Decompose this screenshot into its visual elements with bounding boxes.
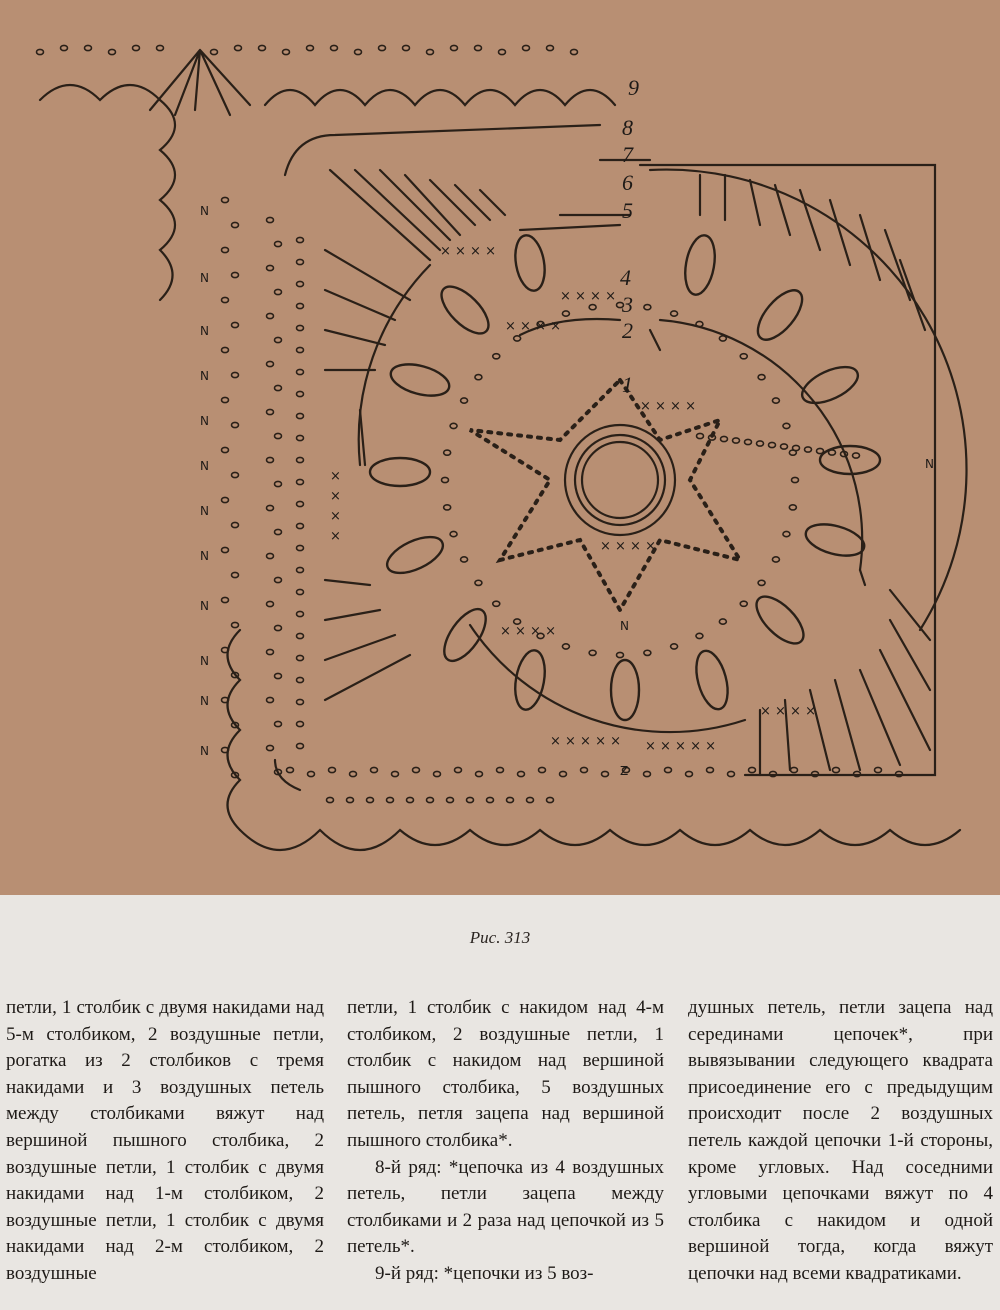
chain-dot bbox=[109, 49, 116, 54]
chain-dot bbox=[461, 557, 468, 562]
chain-dot bbox=[275, 289, 282, 294]
svg-text:N: N bbox=[200, 414, 209, 428]
svg-text:N: N bbox=[200, 204, 209, 218]
chain-dot bbox=[297, 457, 304, 462]
chain-dot bbox=[772, 398, 779, 403]
row8-frame bbox=[275, 125, 600, 790]
chain-dot bbox=[275, 529, 282, 534]
chain-dot bbox=[232, 422, 239, 427]
scallop-edge-bottom bbox=[240, 830, 960, 850]
row-number-2: 2 bbox=[622, 318, 633, 343]
chain-dot bbox=[450, 423, 457, 428]
chain-dot bbox=[297, 391, 304, 396]
chain-dot bbox=[602, 771, 609, 776]
chain-dot bbox=[644, 650, 651, 655]
row-number-8: 8 bbox=[622, 115, 633, 140]
chain-dot bbox=[455, 767, 462, 772]
row-number-1: 1 bbox=[622, 372, 633, 397]
chain-dot bbox=[493, 354, 500, 359]
chain-dot bbox=[499, 49, 506, 54]
svg-text:× × × ×: × × × × bbox=[560, 289, 616, 304]
chain-dot bbox=[275, 385, 282, 390]
chain-dot bbox=[719, 336, 726, 341]
chain-dot bbox=[696, 321, 703, 326]
chain-dot bbox=[297, 325, 304, 330]
chain-dot bbox=[259, 45, 266, 50]
row-number-3: 3 bbox=[622, 292, 633, 317]
chain-dot bbox=[232, 472, 239, 477]
chain-dot bbox=[232, 622, 239, 627]
arc-bottom bbox=[470, 625, 745, 732]
svg-text:N: N bbox=[200, 504, 209, 518]
figure-caption: Рис. 313 bbox=[469, 928, 531, 947]
chain-dot bbox=[222, 397, 229, 402]
chain-dot bbox=[267, 361, 274, 366]
chain-dot bbox=[232, 522, 239, 527]
chain-dot bbox=[728, 771, 735, 776]
chain-dot bbox=[671, 644, 678, 649]
chain-dot bbox=[745, 439, 752, 444]
svg-text:×: × bbox=[330, 469, 341, 484]
chain-dot bbox=[493, 601, 500, 606]
chain-dot bbox=[791, 767, 798, 772]
chain-dot bbox=[387, 797, 394, 802]
chain-dot bbox=[783, 531, 790, 536]
chain-dot bbox=[444, 450, 451, 455]
chain-dot bbox=[275, 337, 282, 342]
chain-dot bbox=[275, 577, 282, 582]
chain-dot bbox=[37, 49, 44, 54]
chain-dot bbox=[297, 655, 304, 660]
chain-dot bbox=[297, 237, 304, 242]
chain-dot bbox=[211, 49, 218, 54]
fan-lines-bottom-right bbox=[760, 590, 930, 775]
chain-dot bbox=[275, 625, 282, 630]
chain-dot bbox=[476, 771, 483, 776]
chain-dot bbox=[671, 311, 678, 316]
chain-dot bbox=[222, 547, 229, 552]
chain-dot bbox=[805, 447, 812, 452]
chain-dot bbox=[275, 481, 282, 486]
chain-dot bbox=[523, 45, 530, 50]
chain-dot bbox=[350, 771, 357, 776]
paragraph: петли, 1 столбик с накидом над 4-м столбиком, 2 воздушные петли, 1 столбик с накидом над вершиной пышного столбика, 5 воздушных петель, петля зацепа над вершиной пышного столбика*. bbox=[347, 997, 664, 1151]
row-number-6: 6 bbox=[622, 170, 633, 195]
text-column-3 bbox=[688, 995, 993, 1288]
chain-dot bbox=[267, 457, 274, 462]
svg-text:N: N bbox=[200, 271, 209, 285]
svg-text:× × × ×: × × × × bbox=[440, 244, 496, 259]
chain-dot bbox=[644, 305, 651, 310]
chain-dot bbox=[232, 372, 239, 377]
chain-dot bbox=[696, 633, 703, 638]
chain-dot bbox=[347, 797, 354, 802]
chain-dot bbox=[487, 797, 494, 802]
text-column-1 bbox=[6, 995, 324, 1288]
paragraph-row8: 8-й ряд: *цепочка из 4 воздушных петель, петли зацепа между столбиками и 2 раза над цепочкой из 5 петель*. bbox=[347, 1156, 664, 1258]
chain-dot bbox=[450, 531, 457, 536]
chain-dot bbox=[833, 767, 840, 772]
row-number-9: 9 bbox=[628, 75, 639, 100]
svg-text:×: × bbox=[330, 489, 341, 504]
chain-dot bbox=[133, 45, 140, 50]
chain-dot bbox=[539, 767, 546, 772]
chain-dot bbox=[297, 259, 304, 264]
chain-dot bbox=[758, 375, 765, 380]
chain-dot bbox=[461, 398, 468, 403]
svg-text:×: × bbox=[330, 529, 341, 544]
svg-text:× × × ×: × × × × bbox=[505, 319, 561, 334]
chain-dot bbox=[297, 479, 304, 484]
chain-dot bbox=[758, 580, 765, 585]
svg-text:N: N bbox=[200, 599, 209, 613]
paragraph: петли, 1 столбик с двумя накидами над 5-м столбиком, 2 воздушные петли, рогатка из 2 столбиков с тремя накидами и 3 воздушных петель между столбиками вяжут над вершиной пышного столбика, 2 воздушные петли, 1 столбик с двумя накидами над 1-м столбиком, 2 воздушные петли, 1 столбик с двумя накидами над 2-м столбиком, 2 воздушные bbox=[6, 997, 324, 1284]
chain-dot bbox=[707, 767, 714, 772]
chain-dot bbox=[475, 45, 482, 50]
chain-dot bbox=[371, 767, 378, 772]
chain-dot bbox=[733, 438, 740, 443]
chain-dot bbox=[267, 313, 274, 318]
chain-dot bbox=[267, 553, 274, 558]
svg-text:N: N bbox=[200, 654, 209, 668]
chain-dot bbox=[817, 448, 824, 453]
chain-dot bbox=[267, 745, 274, 750]
chain-dot bbox=[413, 767, 420, 772]
chain-dot bbox=[297, 303, 304, 308]
chain-dot bbox=[222, 347, 229, 352]
chain-dot bbox=[507, 797, 514, 802]
svg-text:×: × bbox=[330, 509, 341, 524]
chain-dot bbox=[232, 322, 239, 327]
chain-dot bbox=[560, 771, 567, 776]
chain-dot bbox=[769, 442, 776, 447]
chain-dot bbox=[589, 650, 596, 655]
chain-dot bbox=[475, 375, 482, 380]
chain-dot bbox=[772, 557, 779, 562]
chain-dot bbox=[665, 767, 672, 772]
chain-dot bbox=[562, 311, 569, 316]
chain-dot bbox=[222, 197, 229, 202]
chain-dot bbox=[789, 505, 796, 510]
chain-dot bbox=[297, 523, 304, 528]
chain-dot bbox=[547, 797, 554, 802]
chain-dot bbox=[644, 771, 651, 776]
chain-dot bbox=[783, 423, 790, 428]
chain-dot bbox=[297, 369, 304, 374]
chain-dot bbox=[85, 45, 92, 50]
chain-dot bbox=[793, 445, 800, 450]
chain-dot bbox=[275, 241, 282, 246]
chain-dot bbox=[740, 601, 747, 606]
scallop-edge-top bbox=[40, 85, 615, 105]
chain-dot bbox=[157, 45, 164, 50]
chain-dot bbox=[297, 281, 304, 286]
chain-dot bbox=[232, 222, 239, 227]
chain-dot bbox=[297, 501, 304, 506]
chain-dot bbox=[297, 721, 304, 726]
chain-dot bbox=[589, 305, 596, 310]
chain-dot bbox=[222, 247, 229, 252]
chain-dot bbox=[329, 767, 336, 772]
chain-dot bbox=[475, 580, 482, 585]
chain-dot bbox=[792, 477, 799, 482]
svg-text:N: N bbox=[200, 459, 209, 473]
chain-dot bbox=[307, 45, 314, 50]
arc-inner-right bbox=[660, 320, 862, 570]
chain-dot bbox=[297, 633, 304, 638]
chain-dot bbox=[719, 619, 726, 624]
chain-dot bbox=[61, 45, 68, 50]
paragraph: душных петель, петли зацепа над серединами цепочек*, при вывязывании следующего квадрата присоединение его с предыдущим происходит после 2 воздушных петель каждой цепочки 1-й стороны, кроме угловых. Над соседними угловыми цепочками вяжут по 4 столбика с накидом и одной вершиной тогда, когда вяжут цепочки над всеми квадратиками. bbox=[688, 997, 993, 1284]
svg-text:× × × ×: × × × × bbox=[500, 624, 556, 639]
chain-dot bbox=[297, 545, 304, 550]
row-number-5: 5 bbox=[622, 198, 633, 223]
svg-text:N: N bbox=[200, 549, 209, 563]
chain-dot bbox=[267, 601, 274, 606]
svg-text:N: N bbox=[200, 324, 209, 338]
chain-dot bbox=[297, 677, 304, 682]
svg-text:× × × ×: × × × × bbox=[600, 539, 656, 554]
chain-dot bbox=[527, 797, 534, 802]
chain-dot bbox=[571, 49, 578, 54]
chain-dot bbox=[283, 49, 290, 54]
star-outline bbox=[470, 380, 740, 610]
chain-dot bbox=[407, 797, 414, 802]
svg-text:N: N bbox=[200, 694, 209, 708]
chain-dot bbox=[297, 347, 304, 352]
text-column-2 bbox=[347, 995, 664, 1288]
chain-dot bbox=[327, 797, 334, 802]
chain-dot bbox=[392, 771, 399, 776]
chain-dot bbox=[297, 567, 304, 572]
chain-dot bbox=[267, 217, 274, 222]
chain-dot bbox=[275, 433, 282, 438]
chain-dot bbox=[442, 477, 449, 482]
chain-dot bbox=[686, 771, 693, 776]
chain-dot bbox=[547, 45, 554, 50]
chain-dot bbox=[267, 697, 274, 702]
paragraph-row9: 9-й ряд: *цепочки из 5 воз- bbox=[375, 1262, 594, 1284]
chain-dot bbox=[232, 572, 239, 577]
chain-dot bbox=[275, 673, 282, 678]
chain-dot bbox=[222, 597, 229, 602]
chain-dot bbox=[434, 771, 441, 776]
chain-dot bbox=[275, 721, 282, 726]
chain-dot bbox=[447, 797, 454, 802]
chain-dot bbox=[297, 611, 304, 616]
chain-dot bbox=[757, 441, 764, 446]
chain-dot bbox=[297, 589, 304, 594]
svg-text:× × × × ×: × × × × × bbox=[550, 734, 621, 749]
chain-dot bbox=[497, 767, 504, 772]
chain-dot bbox=[222, 297, 229, 302]
chain-dot bbox=[267, 505, 274, 510]
chain-dot bbox=[721, 436, 728, 441]
row-numbers bbox=[620, 75, 639, 397]
chain-dot bbox=[232, 272, 239, 277]
chain-dot bbox=[403, 45, 410, 50]
chain-dot bbox=[781, 444, 788, 449]
chain-dot bbox=[355, 49, 362, 54]
chain-dot bbox=[853, 453, 860, 458]
chain-dot bbox=[829, 450, 836, 455]
svg-text:N: N bbox=[200, 369, 209, 383]
row-number-4: 4 bbox=[620, 265, 631, 290]
chain-dot bbox=[697, 433, 704, 438]
svg-text:N: N bbox=[925, 457, 934, 471]
chain-dot bbox=[297, 435, 304, 440]
chain-dot bbox=[427, 797, 434, 802]
square-frame bbox=[640, 165, 935, 775]
chain-dot bbox=[467, 797, 474, 802]
chain-dot bbox=[749, 767, 756, 772]
chain-dot bbox=[222, 447, 229, 452]
chain-dot bbox=[222, 497, 229, 502]
chain-dot bbox=[297, 743, 304, 748]
svg-text:× × × ×: × × × × bbox=[760, 704, 816, 719]
chain-dot bbox=[617, 652, 624, 657]
chain-dot bbox=[451, 45, 458, 50]
chain-stitches bbox=[37, 45, 903, 802]
chain-dot bbox=[267, 265, 274, 270]
chain-dot bbox=[267, 409, 274, 414]
chain-dot bbox=[235, 45, 242, 50]
chain-dot bbox=[267, 649, 274, 654]
svg-text:N: N bbox=[200, 744, 209, 758]
chain-dot bbox=[297, 699, 304, 704]
chain-dot bbox=[562, 644, 569, 649]
chain-dot bbox=[379, 45, 386, 50]
chain-dot bbox=[308, 771, 315, 776]
svg-text:Z: Z bbox=[620, 764, 629, 778]
chain-dot bbox=[514, 336, 521, 341]
svg-text:× × × ×: × × × × bbox=[640, 399, 696, 414]
chain-dot bbox=[297, 413, 304, 418]
chain-dot bbox=[581, 767, 588, 772]
chain-dot bbox=[740, 354, 747, 359]
chain-dot bbox=[427, 49, 434, 54]
row-number-7: 7 bbox=[622, 142, 633, 167]
chain-dot bbox=[287, 767, 294, 772]
svg-text:N: N bbox=[620, 619, 629, 633]
chain-dot bbox=[875, 767, 882, 772]
chain-dot bbox=[367, 797, 374, 802]
chain-dot bbox=[518, 771, 525, 776]
svg-text:× × × × ×: × × × × × bbox=[645, 739, 716, 754]
chain-dot bbox=[444, 505, 451, 510]
chain-dot bbox=[331, 45, 338, 50]
